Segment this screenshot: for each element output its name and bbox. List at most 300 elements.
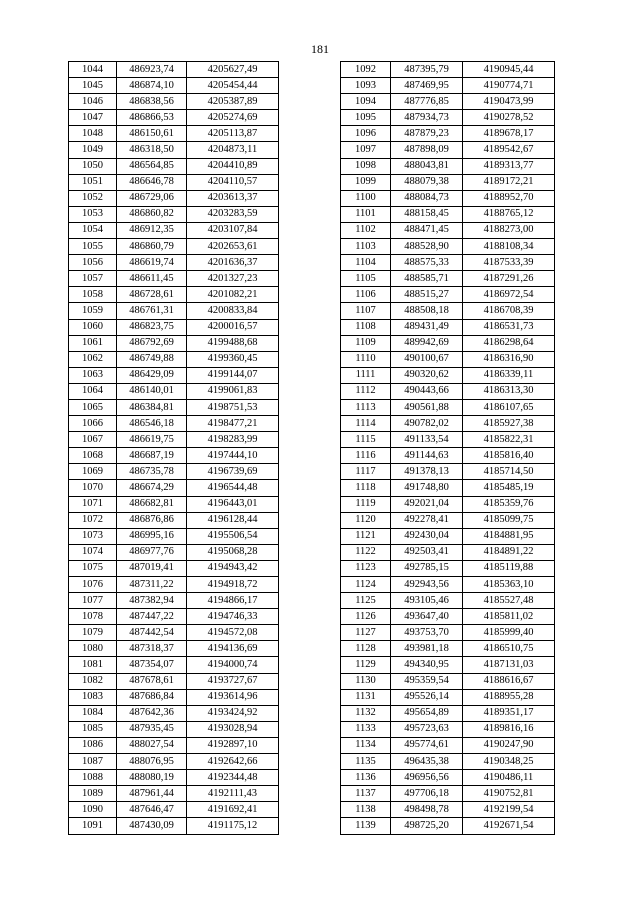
table-row bbox=[69, 689, 279, 705]
x-coordinate-cell: 487879,23 bbox=[391, 126, 463, 142]
table-row bbox=[341, 126, 555, 142]
y-coordinate-cell: 4185119,88 bbox=[463, 560, 555, 576]
y-coordinate-cell: 4185485,19 bbox=[463, 480, 555, 496]
table-row bbox=[341, 737, 555, 753]
y-coordinate-cell: 4191692,41 bbox=[187, 802, 279, 818]
y-coordinate-cell: 4193424,92 bbox=[187, 705, 279, 721]
point-number-cell: 1113 bbox=[341, 399, 391, 415]
point-number-cell: 1127 bbox=[341, 625, 391, 641]
point-number-cell: 1120 bbox=[341, 512, 391, 528]
table-row bbox=[69, 464, 279, 480]
x-coordinate-cell: 488080,19 bbox=[117, 770, 187, 786]
x-coordinate-cell: 488079,38 bbox=[391, 174, 463, 190]
y-coordinate-cell: 4199488,68 bbox=[187, 335, 279, 351]
y-coordinate-cell: 4190348,25 bbox=[463, 754, 555, 770]
point-number-cell: 1084 bbox=[69, 705, 117, 721]
x-coordinate-cell: 490782,02 bbox=[391, 416, 463, 432]
table-row bbox=[341, 705, 555, 721]
y-coordinate-cell: 4185714,50 bbox=[463, 464, 555, 480]
point-number-cell: 1138 bbox=[341, 802, 391, 818]
point-number-cell: 1104 bbox=[341, 255, 391, 271]
y-coordinate-cell: 4205387,89 bbox=[187, 94, 279, 110]
x-coordinate-cell: 486619,75 bbox=[117, 432, 187, 448]
x-coordinate-cell: 491144,63 bbox=[391, 448, 463, 464]
y-coordinate-cell: 4194572,08 bbox=[187, 625, 279, 641]
y-coordinate-cell: 4202653,61 bbox=[187, 239, 279, 255]
y-coordinate-cell: 4188108,34 bbox=[463, 239, 555, 255]
table-row bbox=[341, 754, 555, 770]
point-number-cell: 1059 bbox=[69, 303, 117, 319]
x-coordinate-cell: 488027,54 bbox=[117, 737, 187, 753]
x-coordinate-cell: 487961,44 bbox=[117, 786, 187, 802]
y-coordinate-cell: 4199061,83 bbox=[187, 383, 279, 399]
table-row bbox=[341, 303, 555, 319]
table-row bbox=[341, 222, 555, 238]
y-coordinate-cell: 4196128,44 bbox=[187, 512, 279, 528]
table-row bbox=[69, 271, 279, 287]
table-row bbox=[341, 609, 555, 625]
y-coordinate-cell: 4198477,21 bbox=[187, 416, 279, 432]
table-row bbox=[69, 528, 279, 544]
x-coordinate-cell: 486823,75 bbox=[117, 319, 187, 335]
point-number-cell: 1123 bbox=[341, 560, 391, 576]
x-coordinate-cell: 492278,41 bbox=[391, 512, 463, 528]
table-row bbox=[69, 641, 279, 657]
table-row bbox=[69, 78, 279, 94]
x-coordinate-cell: 486687,19 bbox=[117, 448, 187, 464]
table-row bbox=[69, 705, 279, 721]
x-coordinate-cell: 486619,74 bbox=[117, 255, 187, 271]
table-row bbox=[341, 399, 555, 415]
point-number-cell: 1094 bbox=[341, 94, 391, 110]
point-number-cell: 1077 bbox=[69, 593, 117, 609]
table-row bbox=[341, 239, 555, 255]
point-number-cell: 1071 bbox=[69, 496, 117, 512]
table-row bbox=[69, 142, 279, 158]
point-number-cell: 1128 bbox=[341, 641, 391, 657]
point-number-cell: 1086 bbox=[69, 737, 117, 753]
point-number-cell: 1050 bbox=[69, 158, 117, 174]
table-row bbox=[341, 464, 555, 480]
point-number-cell: 1089 bbox=[69, 786, 117, 802]
point-number-cell: 1098 bbox=[341, 158, 391, 174]
x-coordinate-cell: 487935,45 bbox=[117, 721, 187, 737]
table-row bbox=[69, 448, 279, 464]
y-coordinate-cell: 4185359,76 bbox=[463, 496, 555, 512]
y-coordinate-cell: 4186107,65 bbox=[463, 399, 555, 415]
table-row bbox=[69, 512, 279, 528]
y-coordinate-cell: 4196443,01 bbox=[187, 496, 279, 512]
x-coordinate-cell: 490443,66 bbox=[391, 383, 463, 399]
table-row bbox=[69, 239, 279, 255]
point-number-cell: 1134 bbox=[341, 737, 391, 753]
y-coordinate-cell: 4184891,22 bbox=[463, 544, 555, 560]
table-row bbox=[341, 802, 555, 818]
table-row bbox=[341, 448, 555, 464]
point-number-cell: 1063 bbox=[69, 367, 117, 383]
point-number-cell: 1095 bbox=[341, 110, 391, 126]
y-coordinate-cell: 4194746,33 bbox=[187, 609, 279, 625]
point-number-cell: 1130 bbox=[341, 673, 391, 689]
y-coordinate-cell: 4205454,44 bbox=[187, 78, 279, 94]
table-row bbox=[69, 754, 279, 770]
x-coordinate-cell: 487019,41 bbox=[117, 560, 187, 576]
point-number-cell: 1106 bbox=[341, 287, 391, 303]
x-coordinate-cell: 487382,94 bbox=[117, 593, 187, 609]
x-coordinate-cell: 487354,07 bbox=[117, 657, 187, 673]
point-number-cell: 1074 bbox=[69, 544, 117, 560]
table-row bbox=[341, 367, 555, 383]
y-coordinate-cell: 4195068,28 bbox=[187, 544, 279, 560]
y-coordinate-cell: 4192344,48 bbox=[187, 770, 279, 786]
table-row bbox=[341, 689, 555, 705]
x-coordinate-cell: 486429,09 bbox=[117, 367, 187, 383]
point-number-cell: 1101 bbox=[341, 206, 391, 222]
y-coordinate-cell: 4186298,64 bbox=[463, 335, 555, 351]
x-coordinate-cell: 488471,45 bbox=[391, 222, 463, 238]
x-coordinate-cell: 492021,04 bbox=[391, 496, 463, 512]
table-row bbox=[341, 512, 555, 528]
table-row bbox=[341, 625, 555, 641]
y-coordinate-cell: 4190752,81 bbox=[463, 786, 555, 802]
x-coordinate-cell: 493981,18 bbox=[391, 641, 463, 657]
x-coordinate-cell: 495774,61 bbox=[391, 737, 463, 753]
point-number-cell: 1100 bbox=[341, 190, 391, 206]
table-row bbox=[341, 416, 555, 432]
table-row bbox=[341, 577, 555, 593]
point-number-cell: 1093 bbox=[341, 78, 391, 94]
x-coordinate-cell: 496435,38 bbox=[391, 754, 463, 770]
table-row bbox=[69, 367, 279, 383]
y-coordinate-cell: 4189313,77 bbox=[463, 158, 555, 174]
table-row bbox=[341, 271, 555, 287]
x-coordinate-cell: 486384,81 bbox=[117, 399, 187, 415]
table-row bbox=[341, 544, 555, 560]
point-number-cell: 1076 bbox=[69, 577, 117, 593]
table-row bbox=[341, 721, 555, 737]
point-number-cell: 1053 bbox=[69, 206, 117, 222]
point-number-cell: 1062 bbox=[69, 351, 117, 367]
y-coordinate-cell: 4201082,21 bbox=[187, 287, 279, 303]
x-coordinate-cell: 488084,73 bbox=[391, 190, 463, 206]
table-row bbox=[341, 818, 555, 834]
y-coordinate-cell: 4192642,66 bbox=[187, 754, 279, 770]
point-number-cell: 1056 bbox=[69, 255, 117, 271]
x-coordinate-cell: 486564,85 bbox=[117, 158, 187, 174]
y-coordinate-cell: 4185816,40 bbox=[463, 448, 555, 464]
table-row bbox=[69, 94, 279, 110]
x-coordinate-cell: 486977,76 bbox=[117, 544, 187, 560]
table-row bbox=[341, 496, 555, 512]
x-coordinate-cell: 490100,67 bbox=[391, 351, 463, 367]
table-row bbox=[69, 673, 279, 689]
y-coordinate-cell: 4188765,12 bbox=[463, 206, 555, 222]
table-row bbox=[69, 721, 279, 737]
table-row bbox=[341, 641, 555, 657]
x-coordinate-cell: 487311,22 bbox=[117, 577, 187, 593]
table-row bbox=[341, 770, 555, 786]
y-coordinate-cell: 4190486,11 bbox=[463, 770, 555, 786]
y-coordinate-cell: 4189678,17 bbox=[463, 126, 555, 142]
point-number-cell: 1085 bbox=[69, 721, 117, 737]
point-number-cell: 1132 bbox=[341, 705, 391, 721]
x-coordinate-cell: 486838,56 bbox=[117, 94, 187, 110]
x-coordinate-cell: 487678,61 bbox=[117, 673, 187, 689]
table-row bbox=[69, 496, 279, 512]
point-number-cell: 1102 bbox=[341, 222, 391, 238]
point-number-cell: 1081 bbox=[69, 657, 117, 673]
x-coordinate-cell: 489942,69 bbox=[391, 335, 463, 351]
y-coordinate-cell: 4196739,69 bbox=[187, 464, 279, 480]
x-coordinate-cell: 486912,35 bbox=[117, 222, 187, 238]
table-row bbox=[69, 62, 279, 78]
y-coordinate-cell: 4199360,45 bbox=[187, 351, 279, 367]
x-coordinate-cell: 498725,20 bbox=[391, 818, 463, 834]
point-number-cell: 1083 bbox=[69, 689, 117, 705]
table-row bbox=[341, 335, 555, 351]
table-row bbox=[341, 319, 555, 335]
point-number-cell: 1073 bbox=[69, 528, 117, 544]
x-coordinate-cell: 488508,18 bbox=[391, 303, 463, 319]
point-number-cell: 1125 bbox=[341, 593, 391, 609]
table-row bbox=[69, 110, 279, 126]
y-coordinate-cell: 4197444,10 bbox=[187, 448, 279, 464]
y-coordinate-cell: 4194000,74 bbox=[187, 657, 279, 673]
point-number-cell: 1054 bbox=[69, 222, 117, 238]
y-coordinate-cell: 4193727,67 bbox=[187, 673, 279, 689]
x-coordinate-cell: 486792,69 bbox=[117, 335, 187, 351]
table-row bbox=[341, 383, 555, 399]
x-coordinate-cell: 491378,13 bbox=[391, 464, 463, 480]
table-row bbox=[69, 818, 279, 834]
x-coordinate-cell: 487395,79 bbox=[391, 62, 463, 78]
point-number-cell: 1119 bbox=[341, 496, 391, 512]
point-number-cell: 1079 bbox=[69, 625, 117, 641]
y-coordinate-cell: 4185927,38 bbox=[463, 416, 555, 432]
table-row bbox=[69, 560, 279, 576]
y-coordinate-cell: 4191175,12 bbox=[187, 818, 279, 834]
table-row bbox=[69, 786, 279, 802]
table-row bbox=[69, 544, 279, 560]
point-number-cell: 1049 bbox=[69, 142, 117, 158]
x-coordinate-cell: 498498,78 bbox=[391, 802, 463, 818]
y-coordinate-cell: 4186339,11 bbox=[463, 367, 555, 383]
table-row bbox=[341, 94, 555, 110]
x-coordinate-cell: 486682,81 bbox=[117, 496, 187, 512]
x-coordinate-cell: 493105,46 bbox=[391, 593, 463, 609]
x-coordinate-cell: 488158,45 bbox=[391, 206, 463, 222]
x-coordinate-cell: 486674,29 bbox=[117, 480, 187, 496]
x-coordinate-cell: 486995,16 bbox=[117, 528, 187, 544]
table-row bbox=[341, 673, 555, 689]
y-coordinate-cell: 4187291,26 bbox=[463, 271, 555, 287]
point-number-cell: 1044 bbox=[69, 62, 117, 78]
point-number-cell: 1122 bbox=[341, 544, 391, 560]
x-coordinate-cell: 486728,61 bbox=[117, 287, 187, 303]
x-coordinate-cell: 488575,33 bbox=[391, 255, 463, 271]
x-coordinate-cell: 486923,74 bbox=[117, 62, 187, 78]
x-coordinate-cell: 487934,73 bbox=[391, 110, 463, 126]
point-number-cell: 1057 bbox=[69, 271, 117, 287]
point-number-cell: 1124 bbox=[341, 577, 391, 593]
table-row bbox=[341, 62, 555, 78]
x-coordinate-cell: 488528,90 bbox=[391, 239, 463, 255]
point-number-cell: 1126 bbox=[341, 609, 391, 625]
point-number-cell: 1136 bbox=[341, 770, 391, 786]
y-coordinate-cell: 4184881,95 bbox=[463, 528, 555, 544]
table-row bbox=[341, 593, 555, 609]
point-number-cell: 1121 bbox=[341, 528, 391, 544]
y-coordinate-cell: 4189351,17 bbox=[463, 705, 555, 721]
y-coordinate-cell: 4203613,37 bbox=[187, 190, 279, 206]
table-row bbox=[341, 110, 555, 126]
y-coordinate-cell: 4186313,30 bbox=[463, 383, 555, 399]
y-coordinate-cell: 4193028,94 bbox=[187, 721, 279, 737]
point-number-cell: 1096 bbox=[341, 126, 391, 142]
table-row bbox=[69, 174, 279, 190]
table-row bbox=[341, 351, 555, 367]
point-number-cell: 1066 bbox=[69, 416, 117, 432]
point-number-cell: 1097 bbox=[341, 142, 391, 158]
x-coordinate-cell: 486874,10 bbox=[117, 78, 187, 94]
point-number-cell: 1099 bbox=[341, 174, 391, 190]
table-row bbox=[69, 770, 279, 786]
x-coordinate-cell: 493753,70 bbox=[391, 625, 463, 641]
x-coordinate-cell: 496956,56 bbox=[391, 770, 463, 786]
point-number-cell: 1111 bbox=[341, 367, 391, 383]
x-coordinate-cell: 497706,18 bbox=[391, 786, 463, 802]
y-coordinate-cell: 4185363,10 bbox=[463, 577, 555, 593]
x-coordinate-cell: 492785,15 bbox=[391, 560, 463, 576]
x-coordinate-cell: 487469,95 bbox=[391, 78, 463, 94]
point-number-cell: 1129 bbox=[341, 657, 391, 673]
table-row bbox=[341, 206, 555, 222]
y-coordinate-cell: 4186531,73 bbox=[463, 319, 555, 335]
point-number-cell: 1103 bbox=[341, 239, 391, 255]
x-coordinate-cell: 495359,54 bbox=[391, 673, 463, 689]
table-row bbox=[341, 432, 555, 448]
table-row bbox=[341, 657, 555, 673]
x-coordinate-cell: 488043,81 bbox=[391, 158, 463, 174]
x-coordinate-cell: 494340,95 bbox=[391, 657, 463, 673]
y-coordinate-cell: 4186972,54 bbox=[463, 287, 555, 303]
y-coordinate-cell: 4185811,02 bbox=[463, 609, 555, 625]
x-coordinate-cell: 493647,40 bbox=[391, 609, 463, 625]
point-number-cell: 1068 bbox=[69, 448, 117, 464]
coordinates-table-left bbox=[68, 61, 279, 835]
x-coordinate-cell: 491133,54 bbox=[391, 432, 463, 448]
y-coordinate-cell: 4196544,48 bbox=[187, 480, 279, 496]
y-coordinate-cell: 4200016,57 bbox=[187, 319, 279, 335]
point-number-cell: 1075 bbox=[69, 560, 117, 576]
y-coordinate-cell: 4194866,17 bbox=[187, 593, 279, 609]
table-row bbox=[69, 335, 279, 351]
coordinates-table-right bbox=[340, 61, 555, 835]
y-coordinate-cell: 4201327,23 bbox=[187, 271, 279, 287]
y-coordinate-cell: 4192897,10 bbox=[187, 737, 279, 753]
x-coordinate-cell: 492430,04 bbox=[391, 528, 463, 544]
y-coordinate-cell: 4205113,87 bbox=[187, 126, 279, 142]
point-number-cell: 1055 bbox=[69, 239, 117, 255]
point-number-cell: 1131 bbox=[341, 689, 391, 705]
table-row bbox=[69, 287, 279, 303]
x-coordinate-cell: 487686,84 bbox=[117, 689, 187, 705]
x-coordinate-cell: 486860,82 bbox=[117, 206, 187, 222]
point-number-cell: 1067 bbox=[69, 432, 117, 448]
y-coordinate-cell: 4193614,96 bbox=[187, 689, 279, 705]
y-coordinate-cell: 4186510,75 bbox=[463, 641, 555, 657]
point-number-cell: 1052 bbox=[69, 190, 117, 206]
x-coordinate-cell: 486150,61 bbox=[117, 126, 187, 142]
point-number-cell: 1078 bbox=[69, 609, 117, 625]
x-coordinate-cell: 486860,79 bbox=[117, 239, 187, 255]
x-coordinate-cell: 495526,14 bbox=[391, 689, 463, 705]
y-coordinate-cell: 4190247,90 bbox=[463, 737, 555, 753]
y-coordinate-cell: 4188616,67 bbox=[463, 673, 555, 689]
table-row bbox=[341, 480, 555, 496]
x-coordinate-cell: 490561,88 bbox=[391, 399, 463, 415]
table-row bbox=[341, 142, 555, 158]
table-row bbox=[69, 416, 279, 432]
y-coordinate-cell: 4190473,99 bbox=[463, 94, 555, 110]
point-number-cell: 1082 bbox=[69, 673, 117, 689]
y-coordinate-cell: 4189172,21 bbox=[463, 174, 555, 190]
x-coordinate-cell: 487646,47 bbox=[117, 802, 187, 818]
point-number-cell: 1110 bbox=[341, 351, 391, 367]
point-number-cell: 1114 bbox=[341, 416, 391, 432]
y-coordinate-cell: 4186316,90 bbox=[463, 351, 555, 367]
table-row bbox=[69, 206, 279, 222]
y-coordinate-cell: 4189816,16 bbox=[463, 721, 555, 737]
table-row bbox=[341, 190, 555, 206]
point-number-cell: 1080 bbox=[69, 641, 117, 657]
x-coordinate-cell: 495654,89 bbox=[391, 705, 463, 721]
x-coordinate-cell: 487898,09 bbox=[391, 142, 463, 158]
point-number-cell: 1069 bbox=[69, 464, 117, 480]
table-row bbox=[69, 190, 279, 206]
point-number-cell: 1051 bbox=[69, 174, 117, 190]
y-coordinate-cell: 4190945,44 bbox=[463, 62, 555, 78]
x-coordinate-cell: 487318,37 bbox=[117, 641, 187, 657]
y-coordinate-cell: 4194943,42 bbox=[187, 560, 279, 576]
y-coordinate-cell: 4192111,43 bbox=[187, 786, 279, 802]
point-number-cell: 1116 bbox=[341, 448, 391, 464]
y-coordinate-cell: 4203107,84 bbox=[187, 222, 279, 238]
table-row bbox=[69, 480, 279, 496]
x-coordinate-cell: 488515,27 bbox=[391, 287, 463, 303]
table-row bbox=[69, 609, 279, 625]
y-coordinate-cell: 4190278,52 bbox=[463, 110, 555, 126]
point-number-cell: 1065 bbox=[69, 399, 117, 415]
table-row bbox=[341, 158, 555, 174]
point-number-cell: 1061 bbox=[69, 335, 117, 351]
table-row bbox=[69, 593, 279, 609]
table-row bbox=[69, 126, 279, 142]
x-coordinate-cell: 486611,45 bbox=[117, 271, 187, 287]
table-row bbox=[69, 383, 279, 399]
y-coordinate-cell: 4200833,84 bbox=[187, 303, 279, 319]
y-coordinate-cell: 4205627,49 bbox=[187, 62, 279, 78]
table-row bbox=[69, 802, 279, 818]
y-coordinate-cell: 4192671,54 bbox=[463, 818, 555, 834]
x-coordinate-cell: 487776,85 bbox=[391, 94, 463, 110]
table-row bbox=[69, 657, 279, 673]
point-number-cell: 1058 bbox=[69, 287, 117, 303]
y-coordinate-cell: 4194136,69 bbox=[187, 641, 279, 657]
y-coordinate-cell: 4190774,71 bbox=[463, 78, 555, 94]
table-row bbox=[69, 432, 279, 448]
x-coordinate-cell: 488585,71 bbox=[391, 271, 463, 287]
